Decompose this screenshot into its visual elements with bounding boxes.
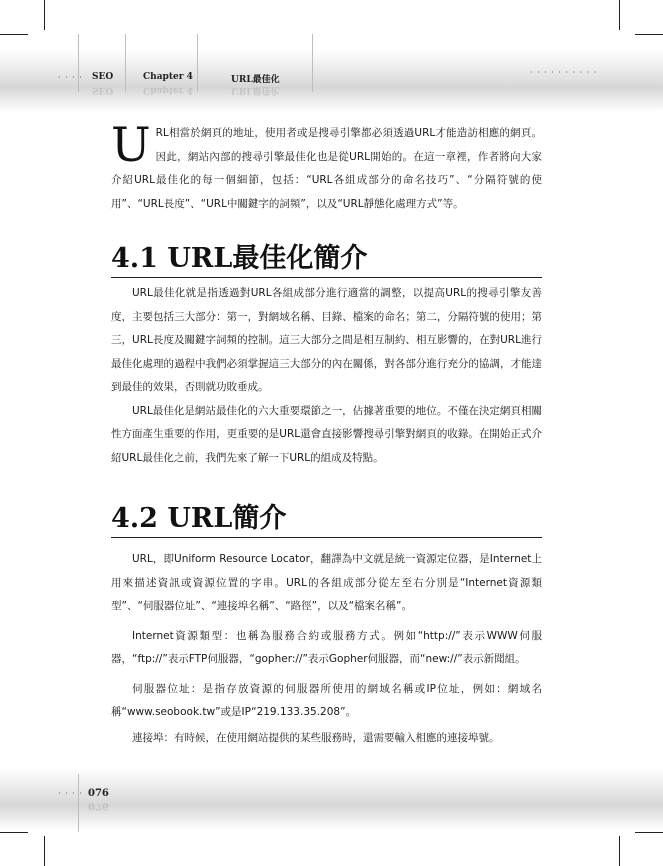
header-chapter-reflection: Chapter 4	[143, 85, 193, 95]
intro-paragraph	[111, 118, 542, 216]
header-divider	[125, 34, 126, 92]
dropcap: U	[111, 118, 151, 173]
header-book-reflection: SEO	[92, 85, 114, 95]
page-number-reflection: 076	[88, 800, 109, 811]
footer-band	[0, 768, 663, 830]
intro-text: RL相當於網頁的地址，使用者或是搜尋引擎都必須透過URL才能造訪相應的網頁。因此，網站內部的搜尋引擎最佳化也是從URL開始的。在這一章裡，作者將向大家介紹URL最佳化的每一個細節，包括：“URL各組成部分的命名技巧”、“分隔符號的使用”、“URL長度”、“URL中關鍵字的詞頻”，以及“URL靜態化處理方式”等。	[111, 127, 542, 210]
header-dots-left: · · · ·	[58, 73, 83, 82]
section-paragraph: URL，即Uniform Resource Locator，翻譯為中文就是統一資源定位器，是Internet上用來描述資訊或資源位置的字串。URL的各組成部分從左至右分別是“Internet資源類型”、“伺服器位址”、“連接埠名稱”、“路徑”，以及“檔案名稱”。	[111, 553, 542, 612]
header-divider	[312, 34, 313, 92]
header-chapter: Chapter 4	[143, 72, 193, 82]
section-paragraph: 伺服器位址：是指存放資源的伺服器所使用的網域名稱或IP位址，例如：網域名稱“www.seobook.tw”或是IP“219.133.35.208”。	[111, 682, 542, 718]
header-book: SEO	[92, 72, 114, 82]
footer-dots: · · · ·	[58, 789, 83, 798]
header-section: URL最佳化	[231, 75, 280, 85]
section-paragraph: URL最佳化是網站最佳化的六大重要環節之一，佔據著重要的地位。不僅在決定網頁相關性方面產生重要的作用，更重要的是URL還會直接影響搜尋引擎對網頁的收錄。在開始正式介紹URL最佳化之前，我們先來了解一下URL的組成及特點。	[111, 404, 542, 464]
footer-divider	[78, 774, 79, 832]
section-paragraph: URL最佳化就是指透過對URL各組成部分進行適當的調整，以提高URL的搜尋引擎友善度，主要包括三大部分：第一，對網域名稱、目錄、檔案的命名；第二，分隔符號的使用；第三，URL長度及關鍵字詞頻的控制。這三大部分之間是相互制約、相互影響的，在對URL進行最佳化處理的過程中我們必須掌握這三大部分的內在關係，對各部分進行充分的協調，才能達到最佳的效果，否則就功敗垂成。	[111, 287, 542, 393]
page-number: 076	[88, 788, 109, 799]
section-title: 4.2 URL簡介	[111, 503, 542, 538]
section-paragraph: Internet資源類型：也稱為服務合約或服務方式。例如“http://”表示WWW伺服器，“ftp://”表示FTP伺服器，“gopher://”表示Gopher伺服器，而“new://”表示新聞組。	[111, 629, 542, 665]
page-content	[111, 118, 542, 750]
section-title: 4.1 URL最佳化簡介	[111, 243, 542, 278]
header-dots-right: · · · · · · · · · ·	[530, 68, 598, 77]
section-paragraph: 連接埠：有時候，在使用網站提供的某些服務時，還需要輸入相應的連接埠號。	[132, 731, 500, 744]
header-section-reflection: URL最佳化	[231, 85, 280, 95]
header-divider	[78, 34, 79, 92]
header-divider	[197, 34, 198, 92]
